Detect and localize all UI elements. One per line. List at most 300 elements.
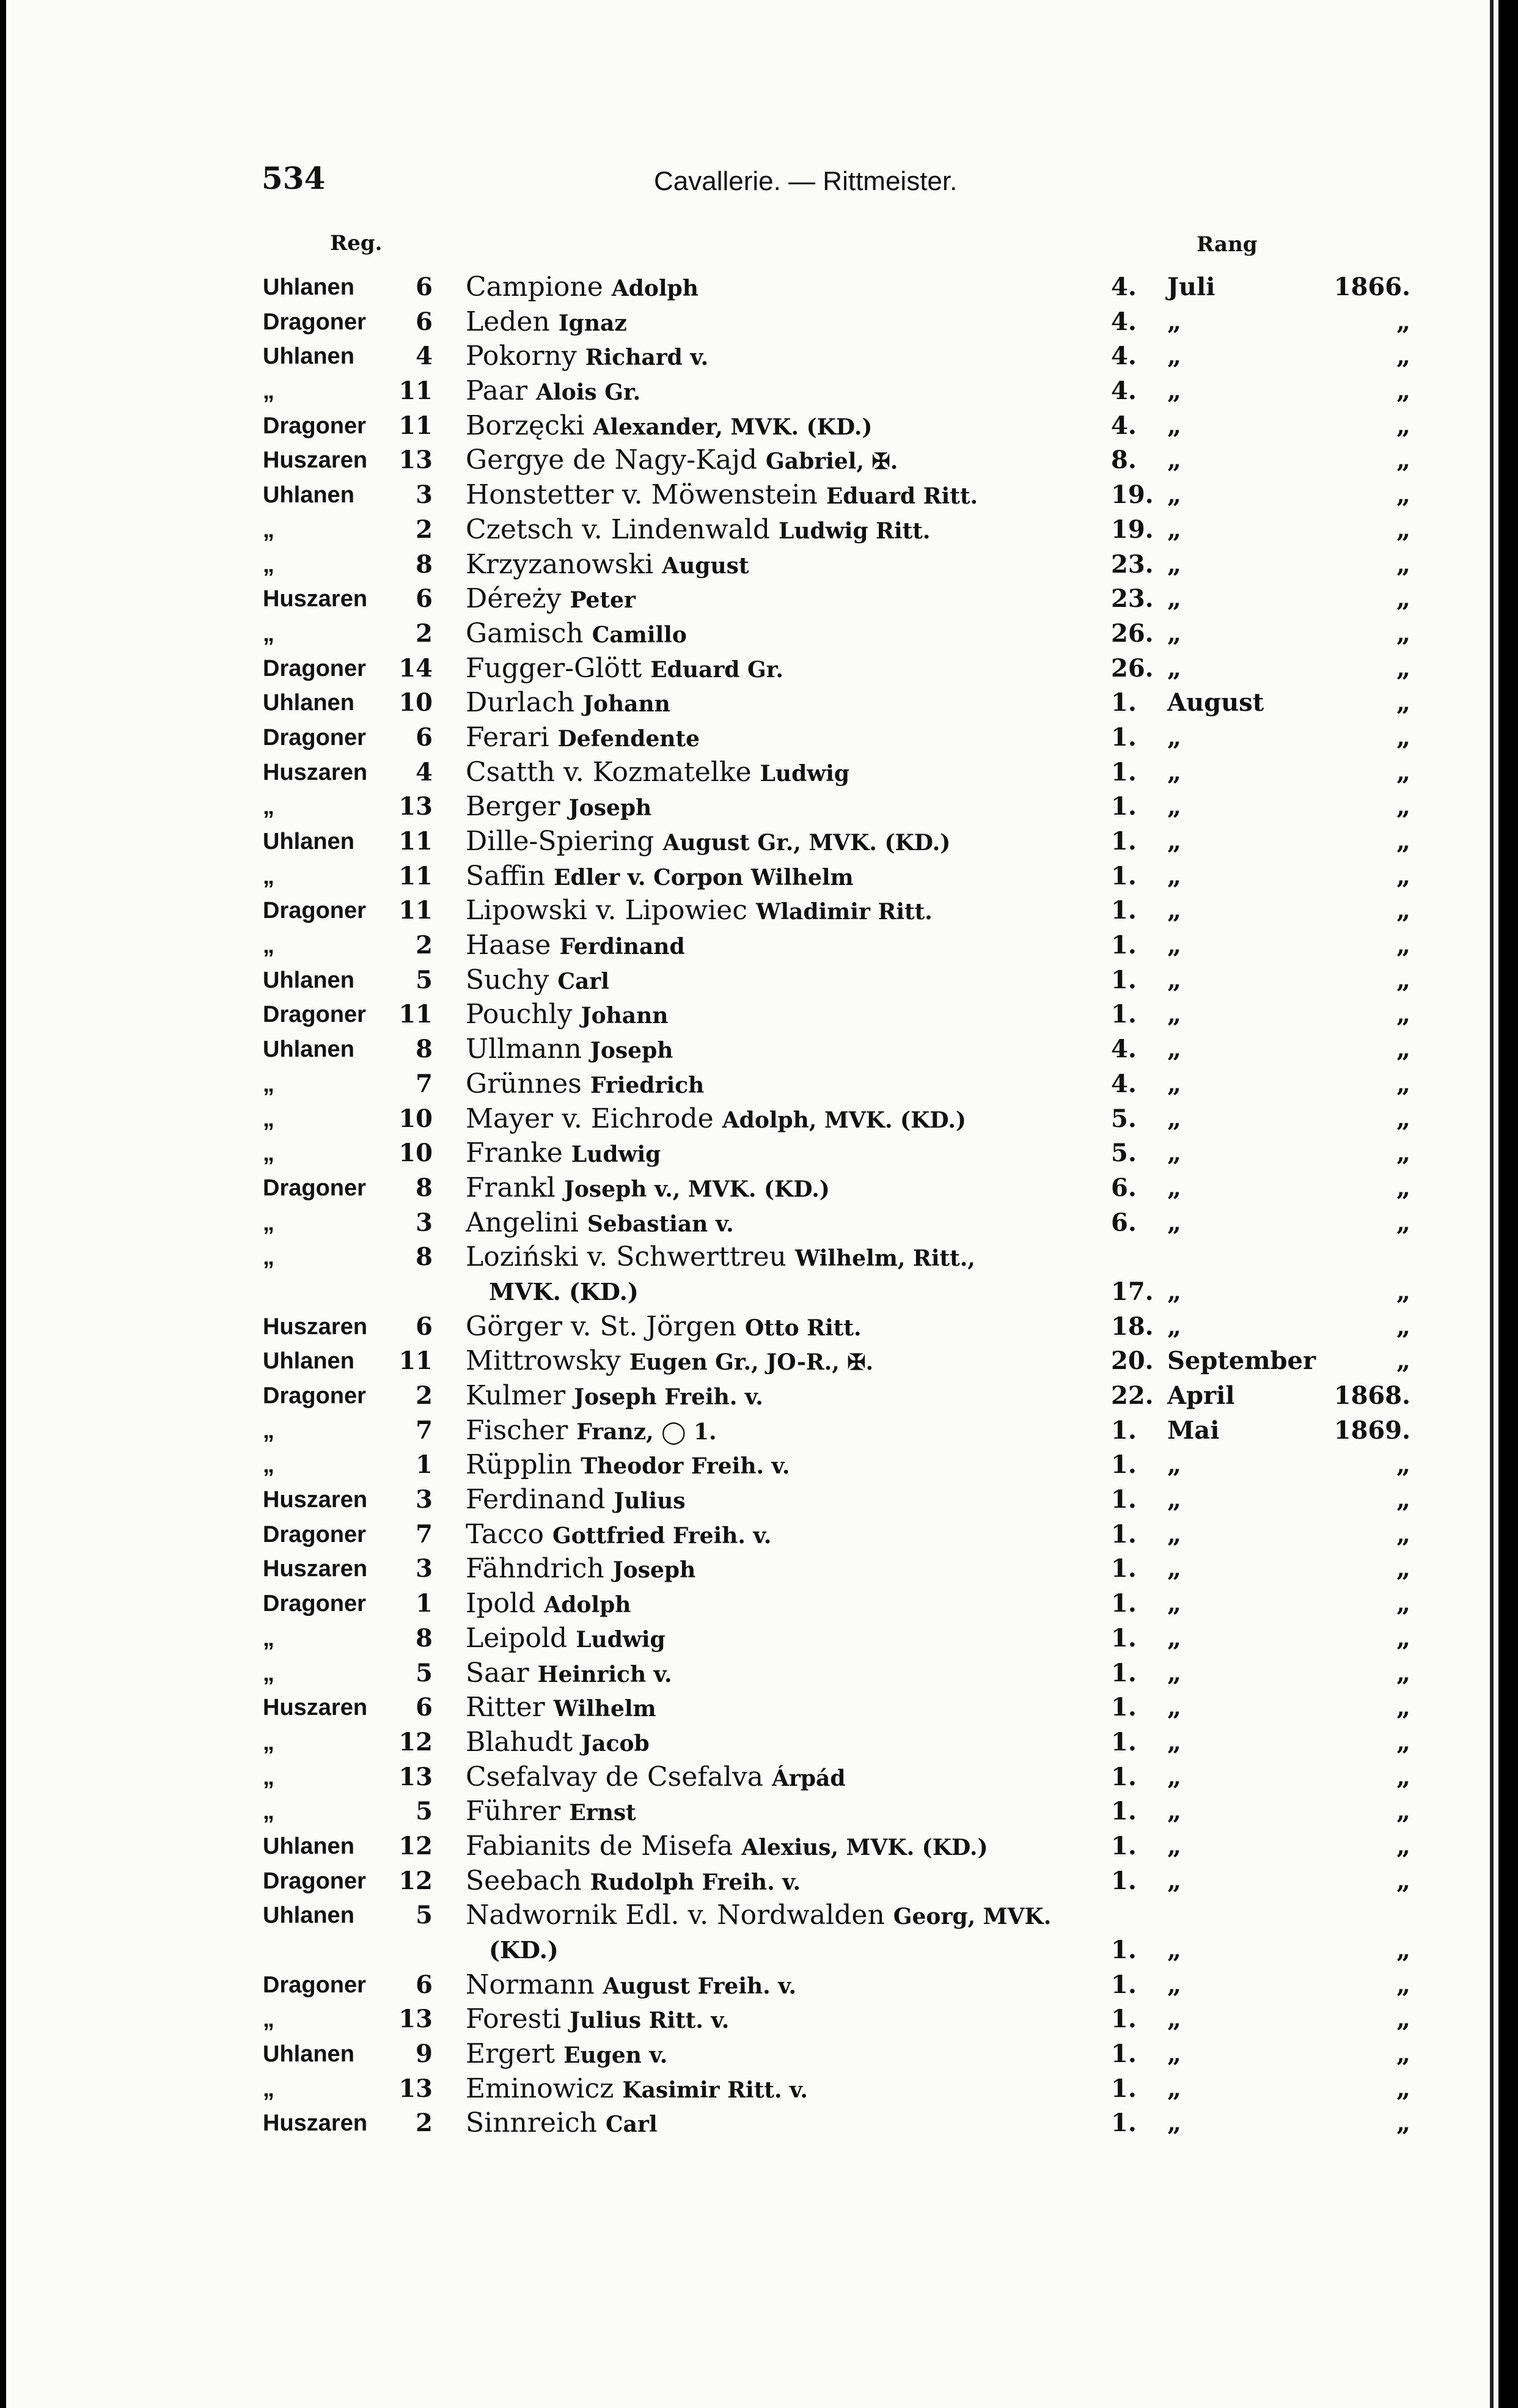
given-name: Franz, ◯ 1. <box>576 1419 717 1445</box>
list-item <box>6 1656 1491 1691</box>
list-item <box>6 1898 1491 1967</box>
surname: Borzęcki <box>466 409 585 441</box>
list-item <box>6 617 1491 652</box>
list-item <box>6 755 1491 790</box>
list-item <box>6 1032 1491 1067</box>
officer-name <box>466 928 1101 964</box>
regiment-branch: Huszaren <box>263 1556 368 1582</box>
rank-day: 1. <box>1111 2074 1137 2103</box>
surname: Fischer <box>466 1414 568 1446</box>
regiment-branch: „ <box>263 1729 274 1755</box>
regiment-branch: Uhlanen <box>263 482 354 508</box>
rank-day: 1. <box>1111 965 1137 994</box>
given-name: Ludwig <box>576 1626 666 1653</box>
list-item <box>6 1448 1491 1483</box>
given-name: Friedrich <box>590 1072 705 1098</box>
surname: Ergert <box>466 2038 556 2070</box>
list-item <box>6 1829 1491 1864</box>
rank-month: „ <box>1167 1936 1182 1965</box>
given-name: Ignaz <box>558 310 627 336</box>
page-number: 534 <box>262 160 326 196</box>
list-item <box>6 859 1491 894</box>
rank-day: 23. <box>1111 584 1154 614</box>
officer-name <box>466 790 1101 826</box>
rank-month: „ <box>1167 2074 1182 2103</box>
surname: Nadwornik Edl. v. Nordwalden <box>466 1900 885 1931</box>
given-name: Defendente <box>557 725 700 752</box>
surname: Ferdinand <box>466 1484 606 1516</box>
officer-name <box>466 1206 1101 1242</box>
regiment-number: 8 <box>416 1173 433 1202</box>
given-name: Wilhelm, Ritt., <box>794 1246 975 1272</box>
given-name: Gottfried Freih. v. <box>552 1522 772 1549</box>
surname: Durlach <box>466 687 574 719</box>
rank-month: „ <box>1167 1589 1182 1618</box>
rank-day: 4. <box>1111 342 1137 371</box>
rank-year: „ <box>1396 1485 1410 1514</box>
regiment-branch: „ <box>263 1210 274 1236</box>
rank-day: 1. <box>1111 861 1137 890</box>
regiment-number: 10 <box>398 1139 433 1168</box>
regiment-number: 7 <box>416 1415 433 1445</box>
rank-year: „ <box>1396 584 1410 614</box>
rank-day: 1. <box>1111 1693 1137 1722</box>
regiment-branch: Dragoner <box>263 724 366 751</box>
rank-day: 4. <box>1111 307 1137 336</box>
rank-year: „ <box>1396 1450 1410 1480</box>
officer-name <box>466 305 1101 341</box>
rank-year: „ <box>1396 1069 1410 1098</box>
officer-list <box>6 270 1491 2141</box>
list-item <box>6 1240 1491 1309</box>
list-item <box>6 721 1491 755</box>
given-name: Ferdinand <box>559 934 685 960</box>
rank-year: „ <box>1396 2005 1410 2034</box>
rank-day: 5. <box>1111 1104 1137 1133</box>
rank-day: 1. <box>1111 1000 1137 1029</box>
rank-year: „ <box>1396 515 1410 544</box>
surname: Suchy <box>466 964 549 996</box>
rank-month: „ <box>1167 411 1182 440</box>
given-name: Peter <box>570 587 636 614</box>
rank-year: „ <box>1396 653 1410 683</box>
rank-month: „ <box>1167 1693 1182 1722</box>
regiment-branch: Dragoner <box>263 1521 366 1547</box>
rank-month: Mai <box>1167 1415 1220 1445</box>
list-item <box>6 997 1491 1032</box>
regiment-branch: „ <box>263 1417 274 1444</box>
given-name: Georg, MVK. <box>893 1904 1052 1930</box>
rank-day: 1. <box>1111 757 1137 787</box>
given-name: Heinrich v. <box>537 1661 672 1687</box>
regiment-branch: „ <box>263 516 274 543</box>
rank-year: „ <box>1396 1519 1410 1549</box>
regiment-branch: „ <box>263 1452 274 1478</box>
rank-day: 1. <box>1111 1866 1137 1895</box>
regiment-number: 11 <box>398 861 433 890</box>
surname: Seebach <box>466 1865 582 1896</box>
list-item <box>6 1414 1491 1448</box>
list-item <box>6 790 1491 824</box>
regiment-number: 5 <box>416 965 433 994</box>
rank-month: „ <box>1167 1277 1182 1306</box>
regiment-number: 6 <box>416 273 433 301</box>
regiment-branch: Dragoner <box>263 1002 366 1028</box>
rank-year: 1869. <box>1333 1415 1410 1445</box>
rank-year: „ <box>1396 1936 1410 1965</box>
regiment-branch: Huszaren <box>263 2110 368 2137</box>
rank-day: 4. <box>1111 273 1137 301</box>
rank-day: 6. <box>1111 1173 1137 1202</box>
given-name: Adolph <box>544 1592 631 1618</box>
officer-name <box>466 1898 1101 1934</box>
officer-name <box>466 1829 1101 1865</box>
given-name: Eduard Ritt. <box>826 483 978 510</box>
surname: Saffin <box>466 860 546 892</box>
surname: Csefalvay de Csefalva <box>466 1761 763 1793</box>
surname: Fabianits de Misefa <box>466 1830 733 1862</box>
surname: Gamisch <box>466 617 584 649</box>
regiment-number: 13 <box>398 446 433 475</box>
regiment-branch: Dragoner <box>263 1591 366 1617</box>
officer-name <box>466 374 1101 410</box>
officer-name <box>466 1621 1101 1657</box>
regiment-number: 4 <box>416 757 433 787</box>
surname: Loziński v. Schwerttreu <box>466 1241 787 1273</box>
regiment-branch: „ <box>263 2006 274 2033</box>
officer-name <box>466 824 1101 861</box>
regiment-branch: Dragoner <box>263 1175 366 1201</box>
regiment-number: 8 <box>416 1243 433 1272</box>
officer-name <box>466 548 1101 584</box>
rank-day: 1. <box>1111 1658 1137 1687</box>
surname: Sinnreich <box>466 2107 598 2139</box>
rank-year: „ <box>1396 2039 1410 2069</box>
regiment-branch: Uhlanen <box>263 1348 354 1375</box>
regiment-number: 9 <box>416 2039 433 2069</box>
officer-name <box>466 2037 1101 2073</box>
rank-month: „ <box>1167 1970 1182 1999</box>
rank-month: „ <box>1167 2005 1182 2034</box>
regiment-branch: Uhlanen <box>263 1833 354 1859</box>
rank-month: „ <box>1167 1000 1182 1029</box>
regiment-number: 5 <box>416 1797 433 1826</box>
officer-name <box>466 1552 1101 1588</box>
officer-name <box>466 409 1101 445</box>
regiment-branch: „ <box>263 1106 274 1132</box>
rank-day: 1. <box>1111 1762 1137 1791</box>
surname: Kulmer <box>466 1380 566 1412</box>
rank-year: „ <box>1396 307 1410 336</box>
rank-month: „ <box>1167 1762 1182 1791</box>
rank-year: „ <box>1396 1312 1410 1341</box>
surname: Mittrowsky <box>466 1345 621 1377</box>
regiment-number: 5 <box>416 1658 433 1687</box>
given-name: Eduard Gr. <box>650 656 783 683</box>
rank-year: „ <box>1396 2074 1410 2103</box>
rank-day: 1. <box>1111 1623 1137 1653</box>
rank-year: „ <box>1396 342 1410 371</box>
regiment-number: 11 <box>398 896 433 925</box>
rank-month: „ <box>1167 1208 1182 1237</box>
regiment-branch: „ <box>263 551 274 578</box>
rank-day: 1. <box>1111 2039 1137 2069</box>
list-item <box>6 963 1491 998</box>
rank-year: 1866. <box>1333 273 1410 301</box>
regiment-number: 6 <box>416 584 433 614</box>
column-header-rank-date: Rang <box>1197 232 1258 257</box>
given-name: Ludwig <box>571 1142 661 1168</box>
given-name: Johann <box>581 1003 669 1029</box>
regiment-branch: Dragoner <box>263 1972 366 1998</box>
officer-name <box>466 617 1101 653</box>
rank-year: „ <box>1396 1727 1410 1756</box>
rank-day: 1. <box>1111 1485 1137 1514</box>
list-item <box>6 1968 1491 2003</box>
regiment-number: 13 <box>398 1762 433 1791</box>
surname: Mayer v. Eichrode <box>466 1103 714 1134</box>
rank-month: Juli <box>1167 273 1216 301</box>
given-name: Alois Gr. <box>536 380 641 406</box>
regiment-branch: Uhlanen <box>263 343 354 370</box>
running-title: Cavallerie. — Rittmeister. <box>654 166 958 196</box>
given-name: Carl <box>606 2112 658 2138</box>
given-name: Eugen v. <box>563 2043 668 2069</box>
given-name: Eugen Gr., JO-R., ✠. <box>629 1349 874 1376</box>
rank-day: 20. <box>1111 1346 1154 1376</box>
rank-day: 6. <box>1111 1208 1137 1237</box>
officer-name <box>466 1690 1101 1727</box>
rank-year: „ <box>1396 2109 1410 2138</box>
rank-day: 23. <box>1111 549 1154 579</box>
regiment-branch: „ <box>263 1764 274 1790</box>
officer-name-continuation: MVK. (KD.) <box>489 1277 639 1305</box>
rank-day: 5. <box>1111 1139 1137 1168</box>
rank-year: „ <box>1396 722 1410 752</box>
surname: Ferari <box>466 721 549 753</box>
regiment-number: 3 <box>416 1485 433 1514</box>
list-item <box>6 1621 1491 1656</box>
rank-day: 1. <box>1111 1727 1137 1756</box>
surname: Campione <box>466 271 603 303</box>
surname: Dille-Spiering <box>466 826 654 857</box>
rank-month: „ <box>1167 653 1182 683</box>
rank-month: „ <box>1167 1866 1182 1895</box>
list-item <box>6 305 1491 340</box>
surname: Franke <box>466 1137 563 1169</box>
rank-day: 22. <box>1111 1381 1154 1411</box>
regiment-branch: Huszaren <box>263 586 368 612</box>
given-name: Julius <box>614 1488 686 1514</box>
rank-year: „ <box>1396 1346 1410 1376</box>
surname: Ullmann <box>466 1033 582 1065</box>
list-item <box>6 270 1491 305</box>
regiment-branch: „ <box>263 1625 274 1651</box>
regiment-number: 1 <box>416 1450 433 1480</box>
rank-year: „ <box>1396 411 1410 440</box>
rank-day: 19. <box>1111 480 1154 510</box>
regiment-number: 11 <box>398 827 433 856</box>
officer-name <box>466 478 1101 514</box>
given-name: Wilhelm <box>553 1696 656 1722</box>
rank-month: „ <box>1167 1312 1182 1341</box>
regiment-number: 11 <box>398 1000 433 1029</box>
regiment-branch: Uhlanen <box>263 967 354 993</box>
rank-year: „ <box>1396 1623 1410 1653</box>
regiment-branch: „ <box>263 933 274 959</box>
surname: Fähndrich <box>466 1553 604 1585</box>
list-item <box>6 1864 1491 1899</box>
rank-month: „ <box>1167 827 1182 856</box>
regiment-number: 11 <box>398 376 433 406</box>
list-item <box>6 513 1491 548</box>
rank-month: „ <box>1167 1519 1182 1549</box>
officer-name <box>466 997 1101 1033</box>
page-edge <box>1490 0 1498 2408</box>
rank-year: „ <box>1396 827 1410 856</box>
surname: Fugger-Glött <box>466 652 642 684</box>
regiment-number: 6 <box>416 722 433 752</box>
officer-name <box>466 1310 1101 1346</box>
given-name: Adolph, MVK. (KD.) <box>722 1107 966 1133</box>
rank-year: „ <box>1396 1139 1410 1168</box>
regiment-number: 6 <box>416 1970 433 1999</box>
list-item <box>6 2106 1491 2141</box>
officer-name <box>466 1379 1101 1415</box>
surname: Déreży <box>466 583 562 615</box>
rank-year: „ <box>1396 1658 1410 1687</box>
officer-name <box>466 1968 1101 2004</box>
rank-year: „ <box>1396 1831 1410 1860</box>
officer-name <box>466 1725 1101 1761</box>
rank-day: 1. <box>1111 2109 1137 2138</box>
rank-day: 1. <box>1111 1519 1137 1549</box>
rank-day: 26. <box>1111 619 1154 648</box>
surname: Normann <box>466 1969 595 2000</box>
surname: Gergye de Nagy-Kajd <box>466 444 757 476</box>
officer-name <box>466 1136 1101 1172</box>
officer-name <box>466 339 1101 375</box>
rank-day: 1. <box>1111 2005 1137 2034</box>
regiment-number: 2 <box>416 515 433 544</box>
rank-month: „ <box>1167 1035 1182 1064</box>
list-item <box>6 478 1491 513</box>
given-name: Alexander, MVK. (KD.) <box>593 414 873 440</box>
regiment-number: 13 <box>398 2074 433 2103</box>
rank-year: „ <box>1396 965 1410 994</box>
officer-name <box>466 755 1101 791</box>
given-name: Richard v. <box>585 345 709 371</box>
rank-day: 1. <box>1111 792 1137 821</box>
rank-day: 18. <box>1111 1312 1154 1341</box>
rank-month: August <box>1167 688 1264 718</box>
rank-month: „ <box>1167 2109 1182 2138</box>
list-item <box>6 1518 1491 1552</box>
regiment-number: 3 <box>416 1554 433 1584</box>
given-name: Jacob <box>581 1730 650 1756</box>
surname: Blahudt <box>466 1726 573 1758</box>
surname: Rüpplin <box>466 1449 573 1481</box>
officer-name <box>466 1032 1101 1068</box>
officer-name <box>466 652 1101 688</box>
officer-name <box>466 859 1101 895</box>
list-item <box>6 1310 1491 1345</box>
regiment-number: 12 <box>398 1831 433 1860</box>
surname: Czetsch v. Lindenwald <box>466 513 771 545</box>
rank-year: „ <box>1396 1797 1410 1826</box>
rank-year: „ <box>1396 446 1410 475</box>
officer-name <box>466 1760 1101 1796</box>
regiment-branch: „ <box>263 1244 274 1271</box>
regiment-branch: Huszaren <box>263 759 368 785</box>
rank-day: 1. <box>1111 688 1137 718</box>
rank-month: „ <box>1167 861 1182 890</box>
rank-month: „ <box>1167 480 1182 510</box>
rank-year: „ <box>1396 619 1410 648</box>
rank-year: „ <box>1396 549 1410 579</box>
rank-month: „ <box>1167 896 1182 925</box>
surname: Angelini <box>466 1206 579 1238</box>
rank-day: 1. <box>1111 722 1137 752</box>
surname: Görger v. St. Jörgen <box>466 1310 737 1342</box>
regiment-number: 10 <box>398 688 433 718</box>
surname: Saar <box>466 1657 529 1689</box>
list-item <box>6 443 1491 478</box>
list-item <box>6 824 1491 859</box>
rank-day: 1. <box>1111 1415 1137 1445</box>
regiment-branch: Uhlanen <box>263 2041 354 2068</box>
regiment-number: 5 <box>416 1901 433 1930</box>
given-name: Julius Ritt. v. <box>570 2008 730 2034</box>
list-item <box>6 548 1491 582</box>
regiment-branch: Dragoner <box>263 898 366 924</box>
regiment-branch: „ <box>263 1071 274 1097</box>
given-name: Alexius, MVK. (KD.) <box>741 1834 988 1860</box>
officer-name <box>466 1448 1101 1484</box>
list-item <box>6 2002 1491 2037</box>
regiment-branch: „ <box>263 1799 274 1825</box>
officer-name <box>466 2106 1101 2142</box>
rank-year: „ <box>1396 1208 1410 1237</box>
regiment-number: 12 <box>398 1727 433 1756</box>
officer-name <box>466 1483 1101 1519</box>
regiment-number: 6 <box>416 1312 433 1341</box>
rank-day: 4. <box>1111 1069 1137 1098</box>
regiment-branch: Huszaren <box>263 447 368 474</box>
rank-month: „ <box>1167 515 1182 544</box>
regiment-number: 8 <box>416 1035 433 1064</box>
rank-day: 1. <box>1111 827 1137 856</box>
rank-year: „ <box>1396 1000 1410 1029</box>
officer-name <box>466 1414 1101 1450</box>
officer-name <box>466 1518 1101 1554</box>
rank-month: „ <box>1167 376 1182 406</box>
rank-day: 1. <box>1111 896 1137 925</box>
rank-day: 1. <box>1111 1589 1137 1618</box>
rank-month: „ <box>1167 619 1182 648</box>
rank-month: „ <box>1167 1831 1182 1860</box>
given-name: Otto Ritt. <box>745 1315 862 1341</box>
given-name: Edler v. Corpon Wilhelm <box>554 864 854 890</box>
surname: Leipold <box>466 1622 568 1654</box>
regiment-branch: Dragoner <box>263 1383 366 1409</box>
rank-year: „ <box>1396 376 1410 406</box>
regiment-number: 8 <box>416 549 433 579</box>
officer-name <box>466 443 1101 479</box>
rank-month: „ <box>1167 1658 1182 1687</box>
list-item <box>6 928 1491 963</box>
rank-month: „ <box>1167 446 1182 475</box>
